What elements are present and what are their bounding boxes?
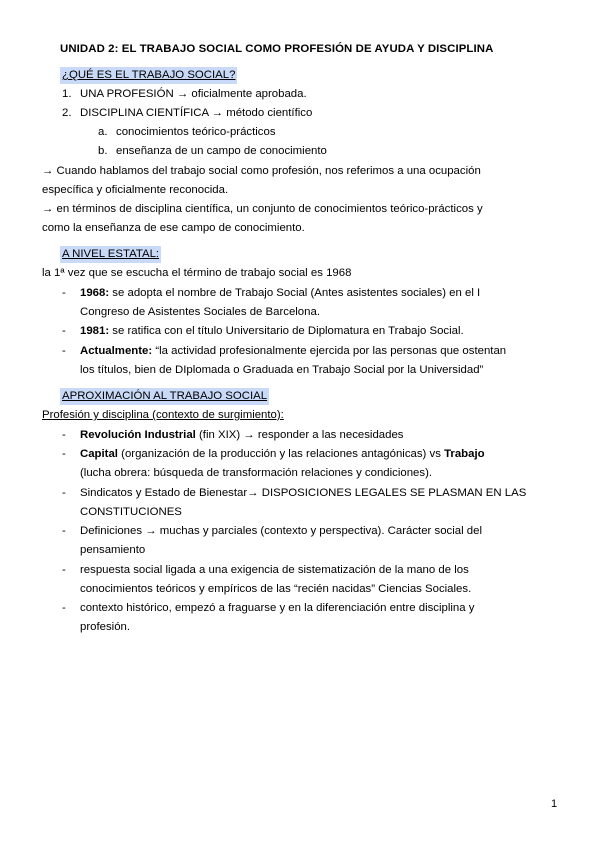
bullet-line xyxy=(80,445,485,464)
bullet-dash: - xyxy=(62,602,66,614)
bullet-dash: - xyxy=(62,429,66,441)
bold-label: Revolución Industrial xyxy=(80,429,196,441)
list-number: 1. xyxy=(62,88,72,100)
sublist-letter: a. xyxy=(98,126,108,138)
list-number: 2. xyxy=(62,107,72,119)
bold-label: 1968: xyxy=(80,287,110,299)
bullet-line: Congreso de Asistentes Sociales de Barcelona. xyxy=(80,306,320,318)
bullet-line: Sindicatos y Estado de Bienestar→ DISPOSICIONES LEGALES SE PLASMAN EN LAS xyxy=(80,487,527,499)
bullet-line: los títulos, bien de DIplomada o Graduada en Trabajo Social por la Universidad” xyxy=(80,364,484,376)
bold-label: Capital xyxy=(80,448,118,460)
bullet-text: se adopta el nombre de Trabajo Social (Antes asistentes sociales) en el I xyxy=(109,287,481,299)
paragraph-line: específica y oficialmente reconocida. xyxy=(42,184,229,196)
page-number: 1 xyxy=(551,798,558,810)
bold-label: Trabajo xyxy=(444,448,485,460)
section-heading-nivel-estatal xyxy=(60,245,161,264)
sublist-letter: b. xyxy=(98,145,108,157)
bullet-line xyxy=(80,342,506,361)
bullet-line: conocimientos teóricos y empíricos de las “recién nacidas” Ciencias Sociales. xyxy=(80,583,472,595)
bullet-dash: - xyxy=(62,564,66,576)
bullet-line: contexto histórico, empezó a fraguarse y en la diferenciación entre disciplina y xyxy=(80,602,475,614)
bullet-dash: - xyxy=(62,287,66,299)
intro-line: la 1ª vez que se escucha el término de trabajo social es 1968 xyxy=(42,267,352,279)
section-heading-que-es xyxy=(60,66,237,85)
sublist-item: conocimientos teórico-prácticos xyxy=(116,126,276,138)
section-heading-aproximacion xyxy=(60,387,269,406)
heading-text: APROXIMACIÓN AL TRABAJO SOCIAL xyxy=(60,388,269,405)
paragraph-line: → Cuando hablamos del trabajo social como profesión, nos referimos a una ocupación xyxy=(42,165,481,177)
bullet-line: (lucha obrera: búsqueda de transformación relaciones y condiciones). xyxy=(80,467,433,479)
bullet-text: (organización de la producción y las relaciones antagónicas) vs xyxy=(117,448,445,460)
bold-label: 1981: xyxy=(80,325,110,337)
page-title: UNIDAD 2: EL TRABAJO SOCIAL COMO PROFESIÓN DE AYUDA Y DISCIPLINA xyxy=(60,43,494,55)
paragraph-line: como la enseñanza de ese campo de conocimiento. xyxy=(42,222,305,234)
bullet-dash: - xyxy=(62,345,66,357)
heading-text: A NIVEL ESTATAL: xyxy=(60,246,161,263)
subheading: Profesión y disciplina (contexto de surgimiento): xyxy=(42,409,284,421)
bullet-dash: - xyxy=(62,525,66,537)
bullet-text: “la actividad profesionalmente ejercida por las personas que ostentan xyxy=(152,345,507,357)
bullet-dash: - xyxy=(62,487,66,499)
bullet-dash: - xyxy=(62,448,66,460)
bullet-line: pensamiento xyxy=(80,544,146,556)
paragraph-line: → en términos de disciplina científica, un conjunto de conocimientos teórico-prácticos y xyxy=(42,203,483,215)
bullet-line: respuesta social ligada a una exigencia de sistematización de la mano de los xyxy=(80,564,469,576)
bullet-text: se ratifica con el título Universitario de Diplomatura en Trabajo Social. xyxy=(109,325,464,337)
sublist-item: enseñanza de un campo de conocimiento xyxy=(116,145,327,157)
bold-label: Actualmente: xyxy=(80,345,153,357)
bullet-line: Definiciones → muchas y parciales (contexto y perspectiva). Carácter social del xyxy=(80,525,483,537)
bullet-line xyxy=(80,322,464,341)
bullet-dash: - xyxy=(62,325,66,337)
heading-text: ¿QUÉ ES EL TRABAJO SOCIAL? xyxy=(60,67,237,84)
list-item: DISCIPLINA CIENTÍFICA → método científico xyxy=(80,107,313,119)
list-item: UNA PROFESIÓN → oficialmente aprobada. xyxy=(80,88,307,100)
bullet-line: CONSTITUCIONES xyxy=(80,506,182,518)
bullet-line: profesión. xyxy=(80,621,131,633)
bullet-line xyxy=(80,426,404,445)
bullet-line xyxy=(80,284,480,303)
bullet-text: (fin XIX) → responder a las necesidades xyxy=(195,429,404,441)
